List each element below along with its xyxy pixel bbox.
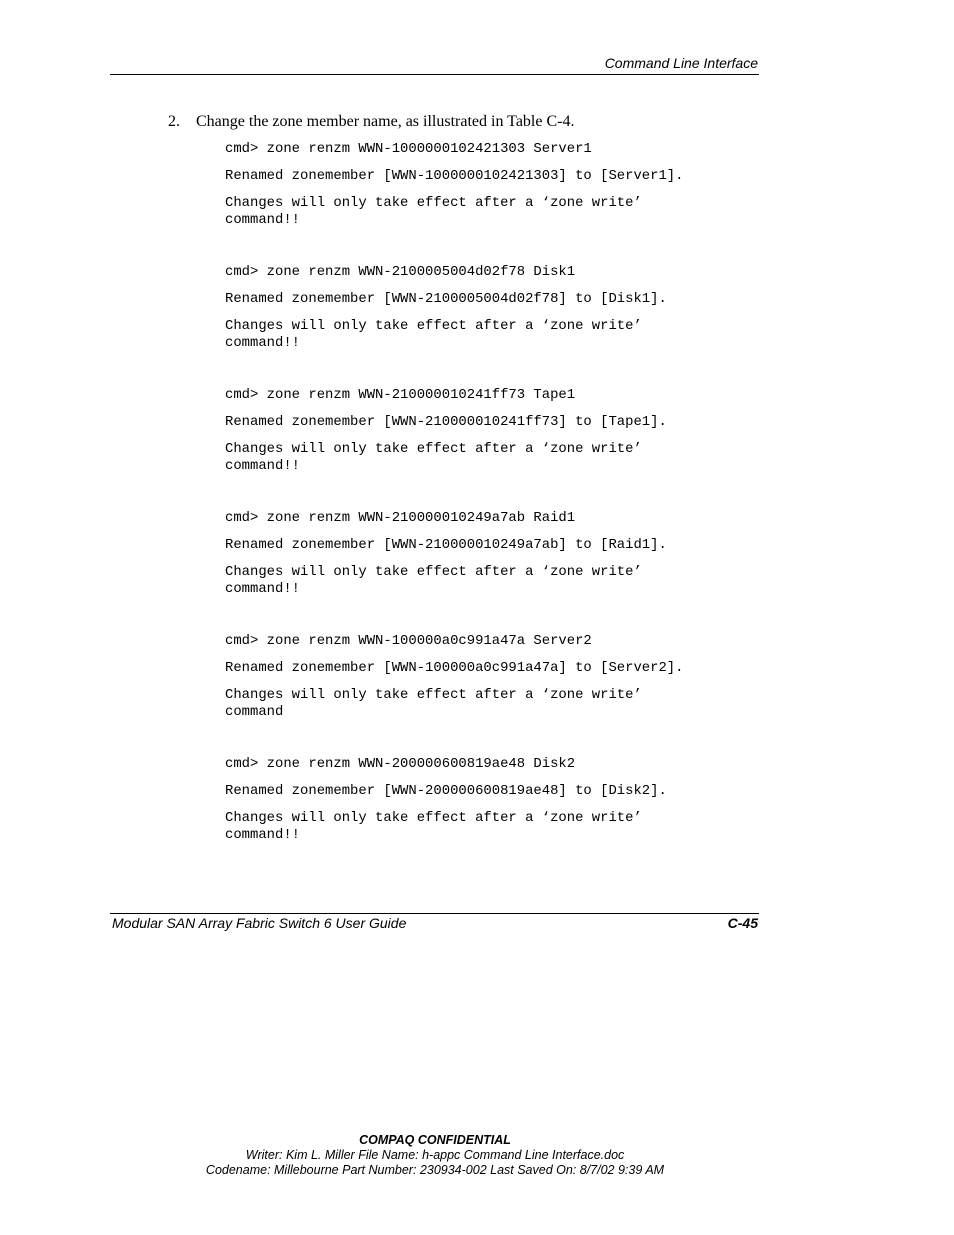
renamed-output: Renamed zonemember [WWN-100000a0c991a47a] to [Server2].: [225, 660, 684, 676]
notice-line-2: command!!: [225, 827, 301, 843]
notice-line-1: Changes will only take effect after a ‘zone write’: [225, 195, 642, 211]
renamed-output: Renamed zonemember [WWN-210000010249a7ab] to [Raid1].: [225, 537, 667, 553]
footer-guide-title: Modular SAN Array Fabric Switch 6 User Guide: [112, 915, 407, 931]
footer-rule: [110, 913, 759, 914]
renamed-output: Renamed zonemember [WWN-200000600819ae48] to [Disk2].: [225, 783, 667, 799]
notice-line-1: Changes will only take effect after a ‘zone write’: [225, 564, 642, 580]
command-examples: [225, 141, 765, 879]
header-rule: [110, 74, 759, 75]
confidential-notice: [0, 1133, 870, 1178]
step-instruction: [168, 113, 574, 131]
step-number: 2.: [168, 113, 180, 130]
notice-line-2: command!!: [225, 581, 301, 597]
step-text: Change the zone member name, as illustrated in Table C-4.: [196, 113, 575, 130]
notice-line-1: Changes will only take effect after a ‘zone write’: [225, 687, 642, 703]
code-block: [225, 756, 765, 879]
code-block: [225, 633, 765, 756]
command-line: cmd> zone renzm WWN-210000010241ff73 Tape1: [225, 387, 576, 403]
page-number: C-45: [727, 915, 758, 931]
command-line: cmd> zone renzm WWN-200000600819ae48 Disk2: [225, 756, 576, 772]
renamed-output: Renamed zonemember [WWN-210000010241ff73] to [Tape1].: [225, 414, 667, 430]
notice-line-2: command!!: [225, 458, 301, 474]
confidential-writer-line: Writer: Kim L. Miller File Name: h-appc Command Line Interface.doc: [245, 1148, 625, 1162]
code-block: [225, 264, 765, 387]
confidential-title: COMPAQ CONFIDENTIAL: [359, 1133, 511, 1147]
notice-line-2: command!!: [225, 212, 301, 228]
command-line: cmd> zone renzm WWN-210000010249a7ab Raid1: [225, 510, 576, 526]
code-block: [225, 387, 765, 510]
code-block: [225, 141, 765, 264]
notice-line-2: command!!: [225, 335, 301, 351]
notice-line-1: Changes will only take effect after a ‘zone write’: [225, 441, 642, 457]
command-line: cmd> zone renzm WWN-2100005004d02f78 Disk1: [225, 264, 576, 280]
renamed-output: Renamed zonemember [WWN-1000000102421303] to [Server1].: [225, 168, 684, 184]
code-block: [225, 510, 765, 633]
notice-line-1: Changes will only take effect after a ‘zone write’: [225, 318, 642, 334]
notice-line-2: command: [225, 704, 284, 720]
command-line: cmd> zone renzm WWN-1000000102421303 Server1: [225, 141, 592, 157]
renamed-output: Renamed zonemember [WWN-2100005004d02f78] to [Disk1].: [225, 291, 667, 307]
notice-line-1: Changes will only take effect after a ‘zone write’: [225, 810, 642, 826]
command-line: cmd> zone renzm WWN-100000a0c991a47a Server2: [225, 633, 592, 649]
confidential-codename-line: Codename: Millebourne Part Number: 230934-002 Last Saved On: 8/7/02 9:39 AM: [205, 1163, 665, 1177]
running-header: Command Line Interface: [604, 55, 758, 71]
